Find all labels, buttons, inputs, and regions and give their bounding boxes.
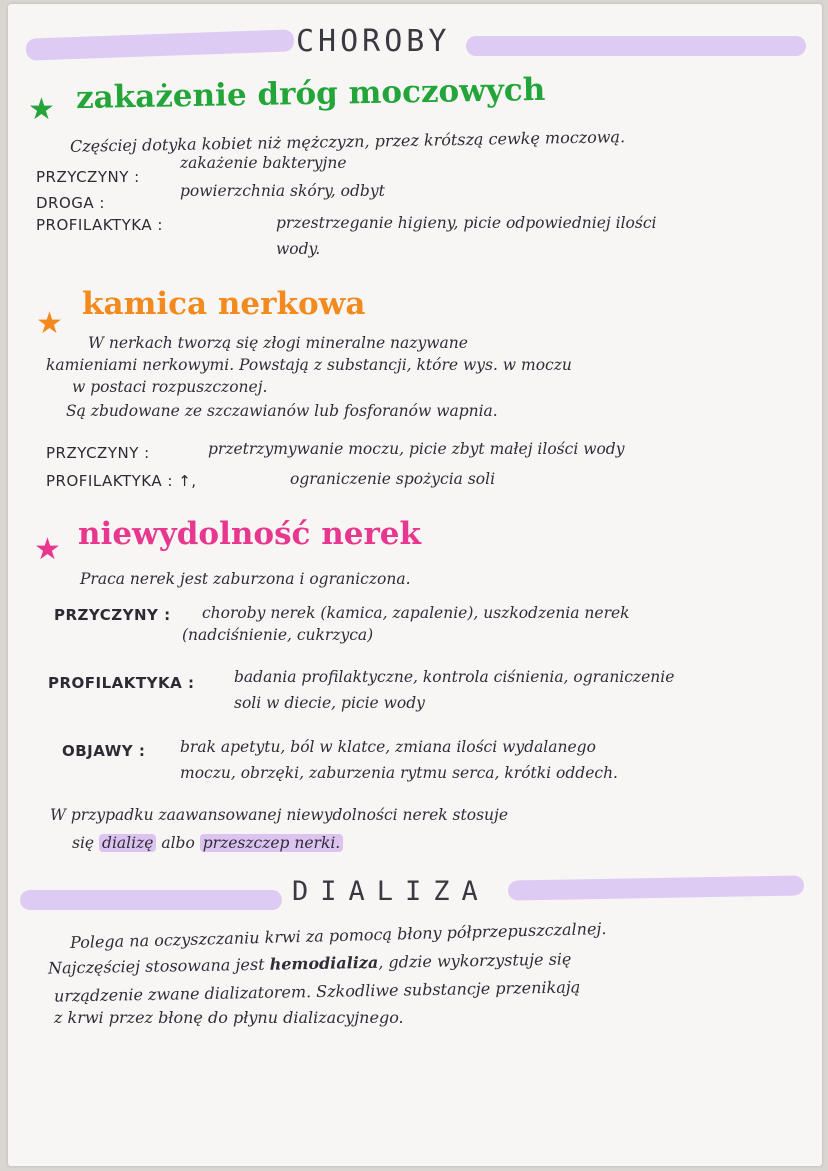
dialysis-title: DIALIZA [292,876,490,907]
dialysis-line-1: Polega na oczyszczaniu krwi za pomocą błony półprzepuszczalnej. [69,918,607,953]
failure-line-1: Praca nerek jest zaburzona i ograniczona. [80,570,411,588]
failure-prevention-2: soli w diecie, picie wody [234,694,425,712]
stones-prevention-label: PROFILAKTYKA : ↑, [46,472,197,490]
highlight-transplant: przeszczep nerki. [200,834,344,852]
failure-symptoms-1: brak apetytu, ból w klatce, zmiana ilości wydalanego [180,738,596,756]
failure-dialysis-mid: albo [161,834,195,852]
title-highlight-right [466,36,806,56]
failure-dialysis-pre: się [72,834,95,852]
section-title-kidney-stones: kamica nerkowa [82,286,366,322]
stones-line-1: W nerkach tworzą się złogi mineralne nazywane [88,334,468,352]
green-star-icon: ★ [28,92,55,127]
page-title: CHOROBY [296,24,451,59]
dialysis-line-4: z krwi przez błonę do płynu dializacyjnego. [54,1008,404,1027]
failure-symptoms-2: moczu, obrzęki, zaburzenia rytmu serca, krótki oddech. [180,764,618,782]
dialysis-line-2-post: , gdzie wykorzystuje się [378,949,572,972]
uti-causes-label: PRZYCZYNY : [36,168,140,186]
uti-line-1: Częściej dotyka kobiet niż mężczyzn, przez krótszą cewkę moczową. [69,127,626,156]
stones-line-3: w postaci rozpuszczonej. [72,378,268,396]
highlight-dialysis: dializę [99,834,156,852]
failure-causes-2: (nadciśnienie, cukrzyca) [182,626,374,644]
failure-prevention-1: badania profilaktyczne, kontrola ciśnienia, ograniczenie [234,668,675,686]
stones-prevention: ograniczenie spożycia soli [290,470,496,488]
failure-prevention-label: PROFILAKTYKA : [48,674,195,692]
section-title-uti: zakażenie dróg moczowych [75,71,546,117]
failure-symptoms-label: OBJAWY : [62,742,146,760]
dialysis-highlight-right [508,875,804,900]
dialysis-line-2 [48,949,572,977]
failure-dialysis-line-1: W przypadku zaawansowanej niewydolności nerek stosuje [50,806,508,824]
failure-dialysis-line-2 [72,834,343,852]
notebook-page [8,4,822,1166]
stones-line-2: kamieniami nerkowymi. Powstają z substancji, które wys. w moczu [46,356,572,374]
dialysis-highlight-left [20,890,282,910]
section-title-renal-failure: niewydolność nerek [78,516,421,552]
pink-star-icon: ★ [34,532,61,567]
dialysis-line-2-pre: Najczęściej stosowana jest [47,954,265,978]
stones-causes: przetrzymywanie moczu, picie zbyt małej ilości wody [208,440,625,458]
uti-prevention-2: wody. [276,240,321,258]
title-highlight-left [26,29,295,60]
stones-line-4: Są zbudowane ze szczawianów lub fosforanów wapnia. [66,402,498,420]
failure-causes-1: choroby nerek (kamica, zapalenie), uszkodzenia nerek [202,604,630,622]
uti-causes: zakażenie bakteryjne [180,154,347,172]
uti-prevention-1: przestrzeganie higieny, picie odpowiedniej ilości [276,214,657,232]
stones-causes-label: PRZYCZYNY : [46,444,150,462]
uti-route-label: DROGA : [36,194,105,212]
dialysis-line-3: urządzenie zwane dializatorem. Szkodliwe substancje przenikają [53,977,581,1006]
uti-prevention-label: PROFILAKTYKA : [36,216,163,234]
failure-causes-label: PRZYCZYNY : [54,606,171,624]
orange-star-icon: ★ [36,306,63,341]
hemodialysis-term: hemodializa [269,952,379,974]
uti-route: powierzchnia skóry, odbyt [180,182,385,200]
